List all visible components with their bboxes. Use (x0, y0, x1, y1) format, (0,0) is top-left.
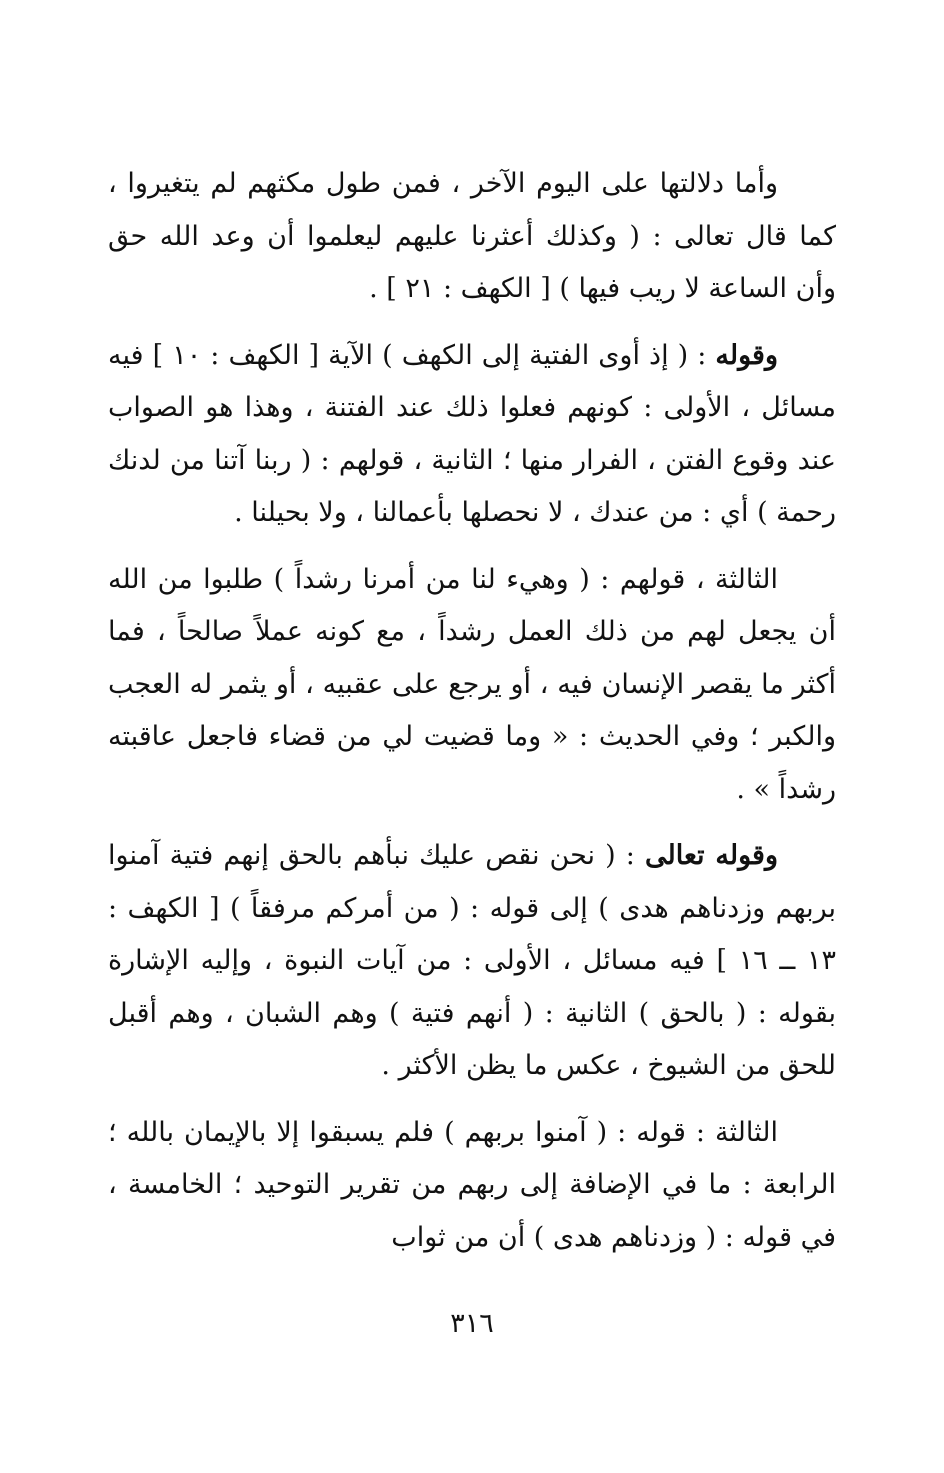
paragraph-4 (108, 830, 836, 1093)
paragraph-1 (108, 158, 836, 316)
paragraph-5 (108, 1107, 836, 1265)
paragraph-2 (108, 330, 836, 540)
paragraph-4-text: : ( نحن نقص عليك نبأهم بالحق إنهم فتية آمنوا بربهم وزدناهم هدى ) إلى قوله : ( من أمركم مرفقاً ) [ الكهف : ١٣ ــ ١٦ ] فيه مسائل ، الأولى : من آيات النبوة ، وإليه الإشارة بقوله : ( بالحق ) الثانية : ( أنهم فتية ) وهم الشبان ، وهم أقبل للحق من الشيوخ ، عكس ما يظن الأكثر . (108, 840, 836, 1081)
paragraph-1-text: وأما دلالتها على اليوم الآخر ، فمن طول مكثهم لم يتغيروا ، كما قال تعالى : ( وكذلك أعثرنا عليهم ليعلموا أن وعد الله حق وأن الساعة لا ريب فيها ) [ الكهف : ٢١ ] . (108, 168, 836, 304)
paragraph-5-text: الثالثة : قوله : ( آمنوا بربهم ) فلم يسبقوا إلا بالإيمان بالله ؛ الرابعة : ما في الإضافة إلى ربهم من تقرير التوحيد ؛ الخامسة ، في قوله : ( وزدناهم هدى ) أن من ثواب (108, 1116, 836, 1253)
page-number: ٣١٦ (450, 1308, 494, 1339)
paragraph-3 (108, 554, 836, 817)
paragraph-2-lead: وقوله (715, 339, 778, 371)
paragraph-3-text: الثالثة ، قولهم : ( وهيء لنا من أمرنا رشداً ) طلبوا من الله أن يجعل لهم من ذلك العمل رشداً ، مع كونه عملاً صالحاً ، فما أكثر ما يقصر الإنسان فيه ، أو يرجع على عقبيه ، أو يثمر له العجب والكبر ؛ وفي الحديث : « وما قضيت لي من قضاء فاجعل عاقبته رشداً » . (108, 563, 836, 805)
paragraph-4-lead: وقوله تعالى (644, 840, 778, 871)
paragraph-2-text: : ( إذ أوى الفتية إلى الكهف ) الآية [ الكهف : ١٠ ] فيه مسائل ، الأولى : كونهم فعلوا ذلك عند الفتنة ، وهذا هو الصواب عند وقوع الفتن ، الفرار منها ؛ الثانية ، قولهم : ( ربنا آتنا من لدنك رحمة ) أي : من عندك ، لا نحصلها بأعمالنا ، ولا بحيلنا . (108, 339, 836, 528)
body-text (108, 158, 836, 1278)
